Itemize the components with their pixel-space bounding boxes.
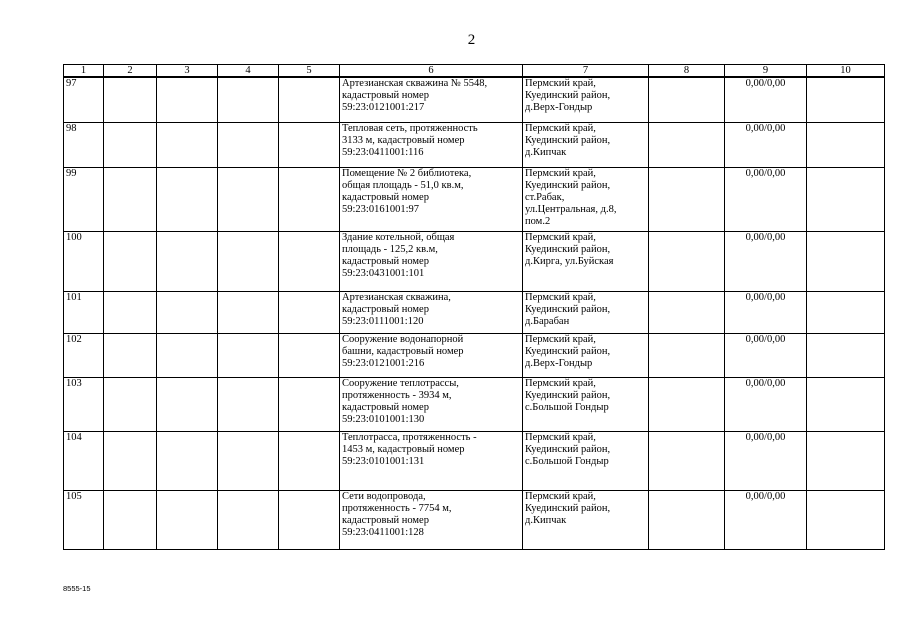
object-name-line: Теплотрасса, протяженность - bbox=[342, 431, 477, 443]
address-line: Пермский край, bbox=[525, 291, 596, 303]
table-row bbox=[64, 431, 885, 490]
object-name-cell bbox=[340, 77, 523, 122]
address-cell bbox=[523, 122, 649, 167]
row-number-cell: 104 bbox=[64, 431, 104, 490]
empty-cell bbox=[104, 291, 157, 333]
empty-cell bbox=[218, 167, 279, 231]
object-name-cell bbox=[340, 490, 523, 549]
object-name-line: башни, кадастровый номер bbox=[342, 345, 464, 357]
empty-cell bbox=[807, 333, 885, 377]
empty-cell bbox=[279, 377, 340, 431]
address-line: д.Барабан bbox=[525, 315, 570, 327]
column-header: 3 bbox=[157, 65, 218, 78]
empty-cell bbox=[649, 377, 725, 431]
address-line: д.Кипчак bbox=[525, 514, 567, 526]
column-header: 1 bbox=[64, 65, 104, 78]
address-line: Куединский район, bbox=[525, 443, 611, 455]
object-name-line: 3133 м, кадастровый номер bbox=[342, 134, 465, 146]
empty-cell bbox=[807, 431, 885, 490]
address-line: с.Большой Гондыр bbox=[525, 455, 609, 467]
empty-cell bbox=[649, 291, 725, 333]
value-cell: 0,00/0,00 bbox=[725, 490, 807, 549]
address-cell bbox=[523, 77, 649, 122]
empty-cell bbox=[157, 291, 218, 333]
object-name-line: 1453 м, кадастровый номер bbox=[342, 443, 465, 455]
address-cell bbox=[523, 431, 649, 490]
empty-cell bbox=[157, 122, 218, 167]
row-number-cell: 97 bbox=[64, 77, 104, 122]
object-name-line: общая площадь - 51,0 кв.м, bbox=[342, 179, 464, 191]
empty-cell bbox=[218, 291, 279, 333]
object-name-line: Тепловая сеть, протяженность bbox=[342, 122, 478, 134]
table-row bbox=[64, 77, 885, 122]
table-row bbox=[64, 490, 885, 549]
address-line: с.Большой Гондыр bbox=[525, 401, 609, 413]
object-name-cell bbox=[340, 377, 523, 431]
address-line: Пермский край, bbox=[525, 431, 596, 443]
empty-cell bbox=[218, 77, 279, 122]
value-cell: 0,00/0,00 bbox=[725, 333, 807, 377]
object-name-line: Сооружение теплотрассы, bbox=[342, 377, 459, 389]
table-row bbox=[64, 167, 885, 231]
object-name-line: 59:23:0111001:120 bbox=[342, 315, 424, 327]
address-line: пом.2 bbox=[525, 216, 551, 228]
value-cell: 0,00/0,00 bbox=[725, 167, 807, 231]
empty-cell bbox=[807, 231, 885, 291]
object-name-line: Помещение № 2 библиотека, bbox=[342, 167, 472, 179]
value-cell: 0,00/0,00 bbox=[725, 77, 807, 122]
empty-cell bbox=[104, 431, 157, 490]
address-line: д.Кирга, ул.Буйская bbox=[525, 255, 614, 267]
empty-cell bbox=[218, 490, 279, 549]
address-line: ул.Центральная, д.8, bbox=[525, 204, 617, 216]
address-line: Пермский край, bbox=[525, 78, 596, 89]
empty-cell bbox=[218, 431, 279, 490]
address-line: Пермский край, bbox=[525, 377, 596, 389]
column-header: 9 bbox=[725, 65, 807, 78]
table-header-row bbox=[64, 65, 885, 78]
row-number-cell: 98 bbox=[64, 122, 104, 167]
address-line: Куединский район, bbox=[525, 502, 611, 514]
object-name-line: кадастровый номер bbox=[342, 401, 429, 413]
object-name-line: кадастровый номер bbox=[342, 303, 429, 315]
value-cell: 0,00/0,00 bbox=[725, 377, 807, 431]
empty-cell bbox=[279, 231, 340, 291]
table-row bbox=[64, 291, 885, 333]
empty-cell bbox=[157, 167, 218, 231]
value-cell: 0,00/0,00 bbox=[725, 431, 807, 490]
empty-cell bbox=[807, 167, 885, 231]
object-name-line: протяженность - 3934 м, bbox=[342, 389, 452, 401]
value-cell: 0,00/0,00 bbox=[725, 231, 807, 291]
empty-cell bbox=[807, 77, 885, 122]
address-line: Пермский край, bbox=[525, 167, 596, 179]
address-cell bbox=[523, 231, 649, 291]
address-line: Куединский район, bbox=[525, 303, 611, 315]
empty-cell bbox=[157, 377, 218, 431]
row-number-cell: 103 bbox=[64, 377, 104, 431]
empty-cell bbox=[649, 490, 725, 549]
address-line: Куединский район, bbox=[525, 90, 611, 102]
object-name-line: Сооружение водонапорной bbox=[342, 333, 464, 345]
empty-cell bbox=[157, 77, 218, 122]
table-row bbox=[64, 333, 885, 377]
object-name-line: кадастровый номер bbox=[342, 90, 429, 102]
empty-cell bbox=[104, 231, 157, 291]
column-header: 4 bbox=[218, 65, 279, 78]
object-name-line: 59:23:0411001:116 bbox=[342, 146, 424, 158]
empty-cell bbox=[649, 333, 725, 377]
object-name-line: 59:23:0101001:130 bbox=[342, 414, 425, 426]
empty-cell bbox=[807, 377, 885, 431]
empty-cell bbox=[807, 291, 885, 333]
object-name-line: протяженность - 7754 м, bbox=[342, 502, 452, 514]
address-line: ст.Рабак, bbox=[525, 191, 565, 203]
empty-cell bbox=[279, 122, 340, 167]
row-number-cell: 105 bbox=[64, 490, 104, 549]
empty-cell bbox=[104, 77, 157, 122]
empty-cell bbox=[218, 122, 279, 167]
empty-cell bbox=[104, 333, 157, 377]
empty-cell bbox=[279, 490, 340, 549]
row-number-cell: 101 bbox=[64, 291, 104, 333]
empty-cell bbox=[157, 333, 218, 377]
table-row bbox=[64, 377, 885, 431]
page-number: 2 bbox=[467, 32, 476, 48]
table-row bbox=[64, 122, 885, 167]
empty-cell bbox=[279, 77, 340, 122]
value-cell: 0,00/0,00 bbox=[725, 122, 807, 167]
object-name-cell bbox=[340, 122, 523, 167]
address-line: Куединский район, bbox=[525, 345, 611, 357]
object-name-cell bbox=[340, 431, 523, 490]
address-line: Куединский район, bbox=[525, 179, 611, 191]
empty-cell bbox=[649, 167, 725, 231]
empty-cell bbox=[649, 77, 725, 122]
object-name-line: 59:23:0101001:131 bbox=[342, 455, 425, 467]
row-number-cell: 100 bbox=[64, 231, 104, 291]
empty-cell bbox=[218, 231, 279, 291]
address-line: Куединский район, bbox=[525, 389, 611, 401]
address-line: Пермский край, bbox=[525, 333, 596, 345]
object-name-line: кадастровый номер bbox=[342, 514, 429, 526]
empty-cell bbox=[104, 377, 157, 431]
object-name-cell bbox=[340, 231, 523, 291]
table-body bbox=[64, 77, 885, 549]
object-name-line: Артезианская скважина, bbox=[342, 291, 451, 303]
empty-cell bbox=[279, 431, 340, 490]
object-name-line: Здание котельной, общая bbox=[342, 231, 455, 243]
object-name-line: кадастровый номер bbox=[342, 191, 429, 203]
column-header: 6 bbox=[340, 65, 523, 78]
empty-cell bbox=[104, 167, 157, 231]
property-registry-table bbox=[63, 64, 885, 550]
address-line: Куединский район, bbox=[525, 134, 611, 146]
empty-cell bbox=[157, 490, 218, 549]
row-number-cell: 102 bbox=[64, 333, 104, 377]
row-number-cell: 99 bbox=[64, 167, 104, 231]
object-name-line: 59:23:0121001:217 bbox=[342, 102, 425, 114]
object-name-line: площадь - 125,2 кв.м, bbox=[342, 243, 438, 255]
object-name-cell bbox=[340, 167, 523, 231]
column-header: 5 bbox=[279, 65, 340, 78]
empty-cell bbox=[218, 333, 279, 377]
document-code: 8555-15 bbox=[63, 584, 91, 593]
object-name-line: 59:23:0431001:101 bbox=[342, 268, 425, 280]
address-line: д.Верх-Гондыр bbox=[525, 102, 593, 114]
empty-cell bbox=[649, 122, 725, 167]
address-line: Пермский край, bbox=[525, 122, 596, 134]
object-name-line: кадастровый номер bbox=[342, 255, 429, 267]
empty-cell bbox=[104, 122, 157, 167]
object-name-line: Артезианская скважина № 5548, bbox=[342, 78, 488, 89]
column-header: 10 bbox=[807, 65, 885, 78]
object-name-cell bbox=[340, 333, 523, 377]
address-cell bbox=[523, 490, 649, 549]
object-name-line: 59:23:0121001:216 bbox=[342, 357, 425, 369]
object-name-line: 59:23:0411001:128 bbox=[342, 527, 424, 539]
empty-cell bbox=[807, 122, 885, 167]
column-header: 8 bbox=[649, 65, 725, 78]
address-line: Куединский район, bbox=[525, 243, 611, 255]
address-line: Пермский край, bbox=[525, 231, 596, 243]
object-name-line: 59:23:0161001:97 bbox=[342, 204, 420, 216]
address-line: д.Кипчак bbox=[525, 146, 567, 158]
empty-cell bbox=[157, 431, 218, 490]
address-cell bbox=[523, 291, 649, 333]
value-cell: 0,00/0,00 bbox=[725, 291, 807, 333]
empty-cell bbox=[279, 333, 340, 377]
address-line: Пермский край, bbox=[525, 490, 596, 502]
column-header: 7 bbox=[523, 65, 649, 78]
empty-cell bbox=[104, 490, 157, 549]
empty-cell bbox=[649, 431, 725, 490]
column-header: 2 bbox=[104, 65, 157, 78]
object-name-line: Сети водопровода, bbox=[342, 490, 426, 502]
empty-cell bbox=[807, 490, 885, 549]
empty-cell bbox=[649, 231, 725, 291]
empty-cell bbox=[279, 291, 340, 333]
table-row bbox=[64, 231, 885, 291]
empty-cell bbox=[279, 167, 340, 231]
address-cell bbox=[523, 333, 649, 377]
address-cell bbox=[523, 167, 649, 231]
empty-cell bbox=[218, 377, 279, 431]
empty-cell bbox=[157, 231, 218, 291]
address-cell bbox=[523, 377, 649, 431]
object-name-cell bbox=[340, 291, 523, 333]
address-line: д.Верх-Гондыр bbox=[525, 357, 593, 369]
